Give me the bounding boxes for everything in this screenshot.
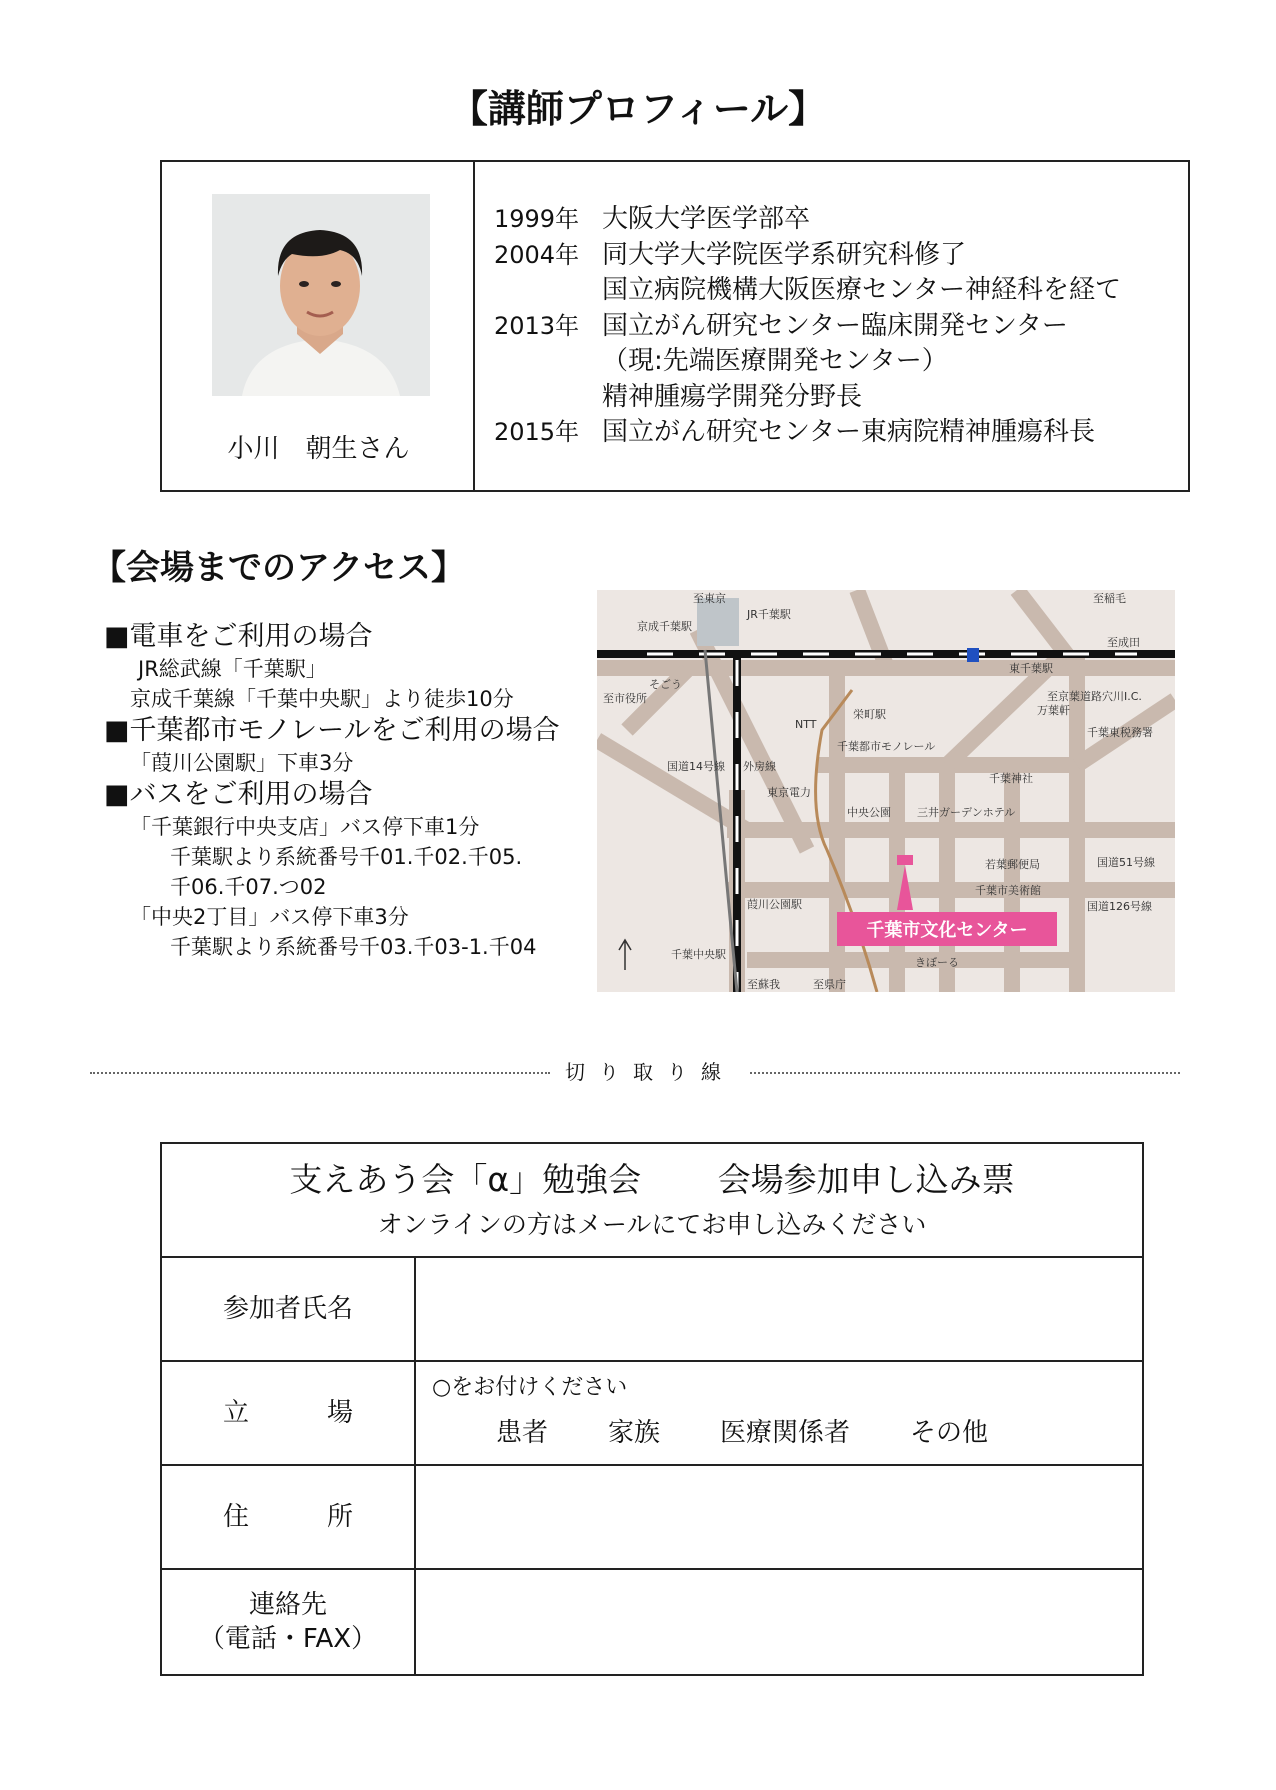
lecturer-name: 小川 朝生さん — [227, 434, 410, 464]
option-patient[interactable]: 患者 — [496, 1418, 549, 1448]
map-label-city-office: 至市役所 — [603, 692, 647, 705]
map-label-keisei-chiba: 京成千葉駅 — [637, 620, 692, 633]
address-field[interactable] — [416, 1466, 1142, 1568]
map-label-yoshikawa: 葭川公園駅 — [747, 898, 802, 911]
map-label-sakaecho: 栄町駅 — [853, 708, 886, 721]
cut-line-label: 切り取り線 — [565, 1060, 735, 1084]
career-row: 1999年 大阪大学医学部卒 — [494, 204, 811, 234]
option-medical[interactable]: 医療関係者 — [720, 1418, 851, 1448]
map-label-chiba-chuo: 千葉中央駅 — [671, 948, 726, 961]
form-title: 支えあう会「α」勉強会 会場参加申し込み票 — [289, 1160, 1015, 1199]
career-list — [494, 202, 1121, 451]
application-form — [160, 1142, 1144, 1676]
map-label-ntt: NTT — [795, 718, 817, 731]
map-label-to-narita: 至成田 — [1107, 636, 1140, 649]
cut-dots-right — [750, 1072, 1180, 1074]
access-info — [104, 620, 560, 962]
contact-label: 連絡先 （電話・FAX） — [162, 1570, 416, 1674]
name-field[interactable] — [416, 1258, 1142, 1360]
option-family[interactable]: 家族 — [608, 1418, 661, 1448]
address-label: 住 所 — [162, 1466, 416, 1568]
map-label-route14: 国道14号線 — [667, 760, 725, 773]
career-row: 精神腫瘍学開発分野長 — [602, 381, 863, 412]
bus-line-5: 千葉駅より系統番号千03.千03-1.千04 — [170, 935, 537, 959]
bus-line-1: 「千葉銀行中央支店」バス停下車1分 — [130, 815, 480, 839]
name-label: 参加者氏名 — [162, 1258, 416, 1360]
career-row: （現:先端医療開発センター） — [602, 346, 948, 376]
form-header — [162, 1144, 1142, 1258]
contact-field[interactable] — [416, 1570, 1142, 1674]
form-subtitle: オンラインの方はメールにてお申し込みください — [377, 1210, 927, 1239]
position-options — [496, 1412, 1048, 1449]
career-row: 2013年 国立がん研究センター臨床開発センター — [494, 310, 1068, 341]
cut-dots-left — [90, 1072, 550, 1074]
map-label-sotobo: 外房線 — [743, 760, 776, 773]
access-title: 【会場までのアクセス】 — [92, 548, 465, 588]
map-label-to-soga: 至蘇我 — [747, 978, 780, 991]
map-label-tax-office: 千葉東税務署 — [1087, 726, 1153, 739]
map-label-to-pref: 至県庁 — [813, 978, 846, 991]
form-row-contact — [162, 1570, 1142, 1674]
map-label-route51: 国道51号線 — [1097, 856, 1155, 869]
train-line-2: 京成千葉線「千葉中央駅」より徒歩10分 — [130, 687, 514, 711]
bus-line-3: 千06.千07.つ02 — [170, 875, 327, 899]
map-label-sogo: そごう — [649, 678, 682, 691]
form-row-name — [162, 1258, 1142, 1362]
bus-line-4: 「中央2丁目」バス停下車3分 — [130, 905, 409, 929]
cut-line — [90, 1056, 1180, 1086]
map-label-mitsui-hotel: 三井ガーデンホテル — [917, 806, 1016, 819]
bus-heading: ■バスをご利用の場合 — [104, 779, 373, 810]
profile-box — [160, 160, 1190, 492]
map-label-tepco: 東京電力 — [767, 786, 811, 799]
map-label-to-anagawa: 至京葉道路穴川I.C. — [1047, 690, 1142, 703]
position-note: ○をお付けください — [432, 1375, 628, 1400]
lecturer-photo — [212, 194, 430, 396]
train-line-1: JR総武線「千葉駅」 — [138, 657, 327, 681]
form-row-address — [162, 1466, 1142, 1570]
map-label-to-inage: 至稲毛 — [1093, 592, 1126, 605]
map-venue-label: 千葉市文化センター — [866, 920, 1028, 941]
profile-title: 【講師プロフィール】 — [449, 87, 827, 131]
map-label-kiboru: きぼーる — [915, 956, 959, 969]
position-label: 立 場 — [162, 1362, 416, 1464]
map-label-chiba-shrine: 千葉神社 — [989, 772, 1033, 785]
map-label-wakaba-post: 若葉郵便局 — [985, 858, 1040, 871]
map-label-chuo-park: 中央公園 — [847, 806, 891, 819]
train-heading: ■電車をご利用の場合 — [104, 621, 373, 652]
map-label-route126: 国道126号線 — [1087, 900, 1152, 913]
map-label-to-tokyo: 至東京 — [693, 592, 726, 605]
map-label-jr-chiba: JR千葉駅 — [747, 608, 791, 621]
access-map — [597, 590, 1175, 992]
option-other[interactable]: その他 — [910, 1418, 989, 1448]
career-row: 2004年 同大学大学院医学系研究科修了 — [494, 239, 967, 270]
map-label-monorail: 千葉都市モノレール — [837, 740, 936, 753]
map-label-art-museum: 千葉市美術館 — [975, 884, 1041, 897]
monorail-heading: ■千葉都市モノレールをご利用の場合 — [104, 715, 560, 746]
career-row: 国立病院機構大阪医療センター神経科を経て — [602, 275, 1121, 305]
profile-left-cell — [162, 162, 475, 490]
form-row-position — [162, 1362, 1142, 1466]
career-row: 2015年 国立がん研究センター東病院精神腫瘍科長 — [494, 417, 1095, 447]
bus-line-2: 千葉駅より系統番号千01.千02.千05. — [170, 845, 523, 869]
map-label-manpuku: 万葉軒 — [1037, 704, 1070, 717]
monorail-line-1: 「葭川公園駅」下車3分 — [130, 751, 354, 775]
position-field[interactable] — [416, 1362, 1142, 1464]
map-label-higashi-chiba: 東千葉駅 — [1009, 662, 1053, 675]
